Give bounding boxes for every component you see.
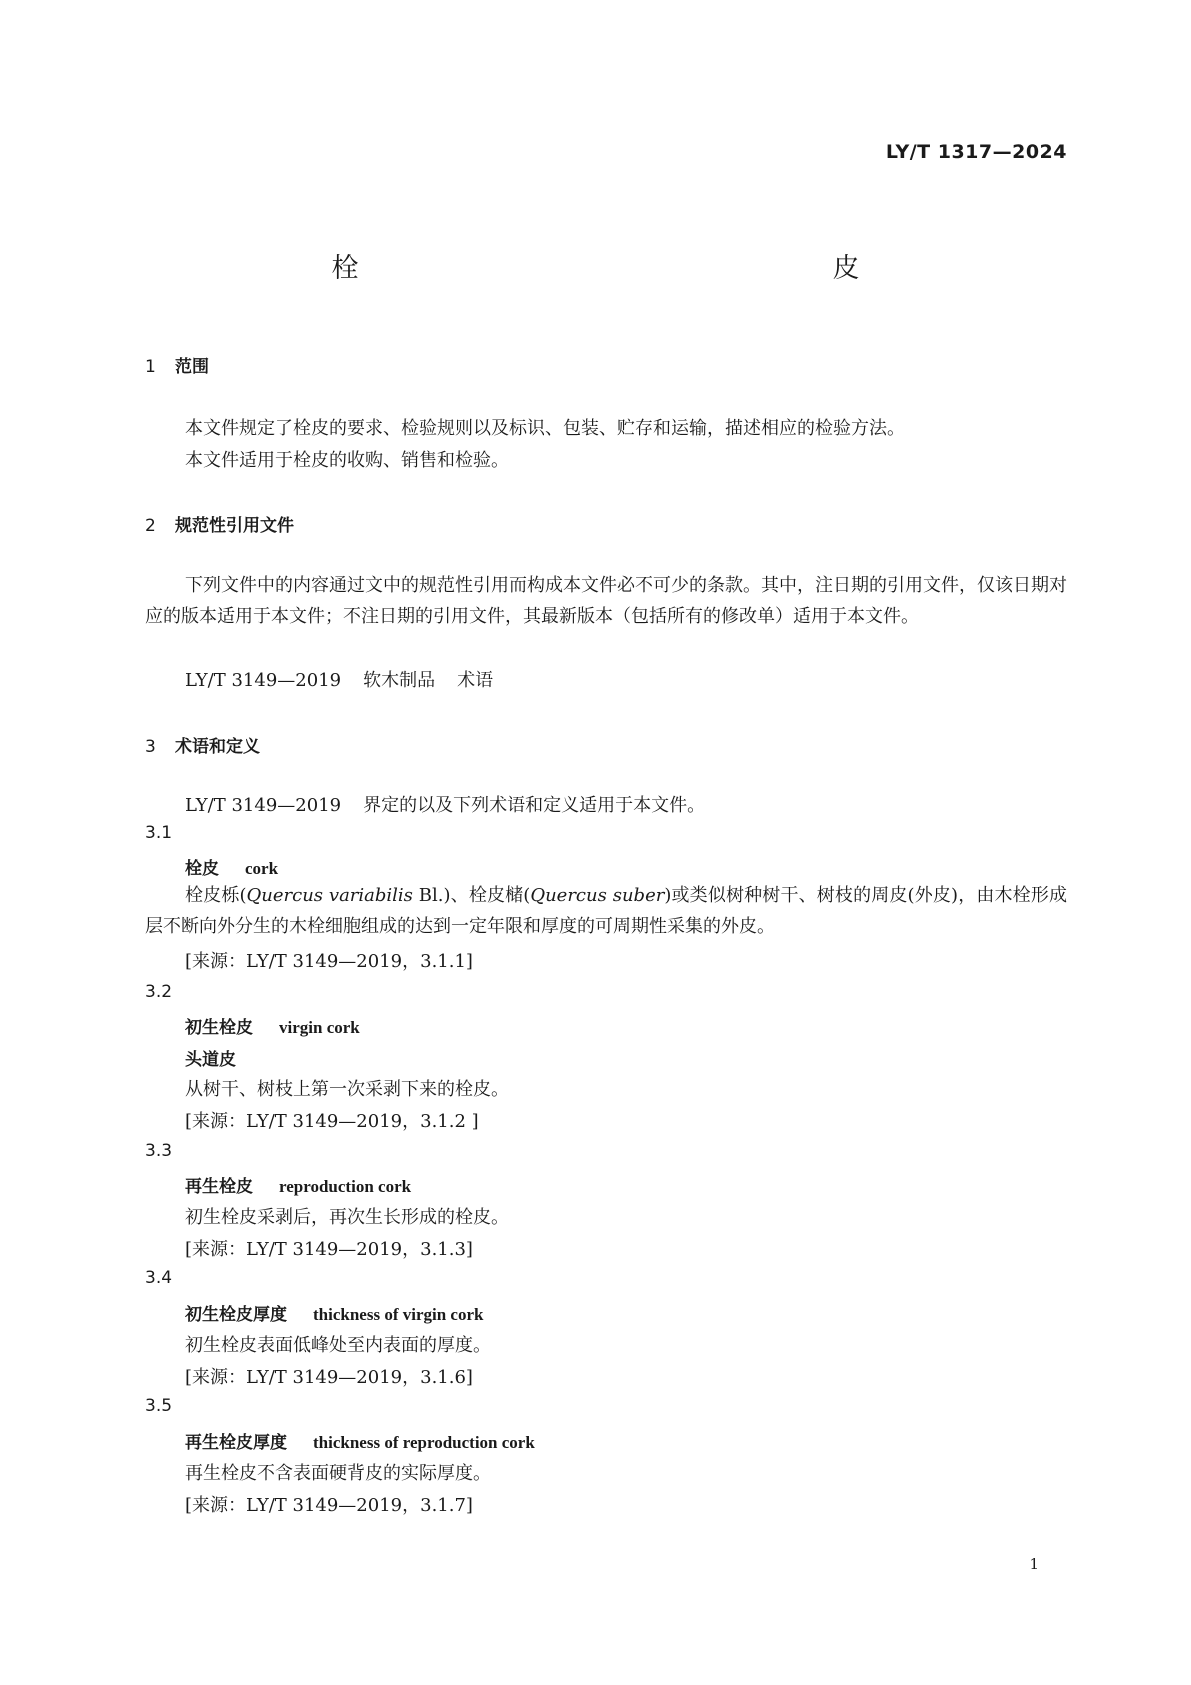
term-english: virgin cork [279,1018,360,1037]
term-english: thickness of virgin cork [313,1305,484,1324]
term-chinese: 栓皮 [185,859,219,879]
section-title: 术语和定义 [175,737,260,757]
section-1-paragraph-2: 本文件适用于栓皮的收购、销售和检验。 [185,450,509,471]
reference-title-part-1: 软木制品 [363,670,436,691]
term-definition: 初生栓皮采剥后，再次生长形成的栓皮。 [185,1207,509,1228]
intro-text: 界定的以及下列术语和定义适用于本文件。 [363,795,706,816]
section-number: 3 [145,737,156,757]
term-chinese: 初生栓皮 [185,1018,253,1038]
term-number: 3.1 [145,823,173,843]
definition-text: 栓皮栎( [185,885,247,906]
term-definition: 从树干、树枝上第一次采剥下来的栓皮。 [185,1079,509,1100]
term-source: [来源：LY/T 3149—2019，3.1.7] [185,1495,473,1516]
document-title: 栓 皮 [331,253,1000,284]
term-entry [185,1013,360,1038]
intro-reference-code: LY/T 3149—2019 [185,795,342,816]
section-number: 1 [145,357,156,377]
reference-title-part-2: 术语 [457,670,494,691]
term-definition: 再生栓皮不含表面硬背皮的实际厚度。 [185,1463,491,1484]
term-number: 3.3 [145,1141,173,1161]
term-english: cork [245,859,279,878]
term-entry [185,1428,535,1453]
section-2-heading [145,511,294,536]
term-entry [185,1300,483,1325]
document-code: LY/T 1317—2024 [885,141,1067,163]
section-number: 2 [145,516,156,536]
normative-reference [185,666,493,692]
term-alternative-chinese: 头道皮 [185,1050,236,1070]
term-number: 3.2 [145,982,173,1002]
term-entry [185,1172,411,1197]
section-title: 范围 [175,357,209,377]
species-name: Quercus variabilis [246,885,413,906]
species-name: Quercus suber [530,885,665,906]
section-3-heading [145,732,260,757]
term-chinese: 再生栓皮 [185,1177,253,1197]
section-1-paragraph-1: 本文件规定了栓皮的要求、检验规则以及标识、包装、贮存和运输，描述相应的检验方法。 [185,418,905,439]
section-title: 规范性引用文件 [175,516,294,536]
section-3-intro [185,791,705,817]
term-english: thickness of reproduction cork [313,1433,535,1452]
term-definition [145,880,1067,942]
term-definition: 初生栓皮表面低峰处至内表面的厚度。 [185,1335,491,1356]
section-2-paragraph: 下列文件中的内容通过文中的规范性引用而构成本文件必不可少的条款。其中，注日期的引用文件，仅该日期对应的版本适用于本文件；不注日期的引用文件，其最新版本（包括所有的修改单）适用于本文件。 [145,575,1067,627]
term-chinese: 再生栓皮厚度 [185,1433,287,1453]
term-alternative [185,1045,236,1070]
definition-text: Bl.)、栓皮槠( [412,885,531,906]
term-source: [来源：LY/T 3149—2019，3.1.1] [185,951,473,972]
term-entry [185,854,278,879]
term-number: 3.5 [145,1396,173,1416]
term-chinese: 初生栓皮厚度 [185,1305,287,1325]
section-1-heading [145,352,209,377]
term-source: [来源：LY/T 3149—2019，3.1.3] [185,1239,473,1260]
page-number: 1 [1029,1555,1039,1573]
reference-code: LY/T 3149—2019 [185,670,342,691]
term-source: [来源：LY/T 3149—2019，3.1.2 ] [185,1111,479,1132]
term-source: [来源：LY/T 3149—2019，3.1.6] [185,1367,473,1388]
term-english: reproduction cork [279,1177,412,1196]
term-number: 3.4 [145,1268,173,1288]
definition-text: )或类似树种树干、树枝的周皮(外皮)，由木栓形成层不断向外分生的木栓细胞组成的达到一定年限和厚度的可周期性采集的外皮。 [145,885,1067,937]
